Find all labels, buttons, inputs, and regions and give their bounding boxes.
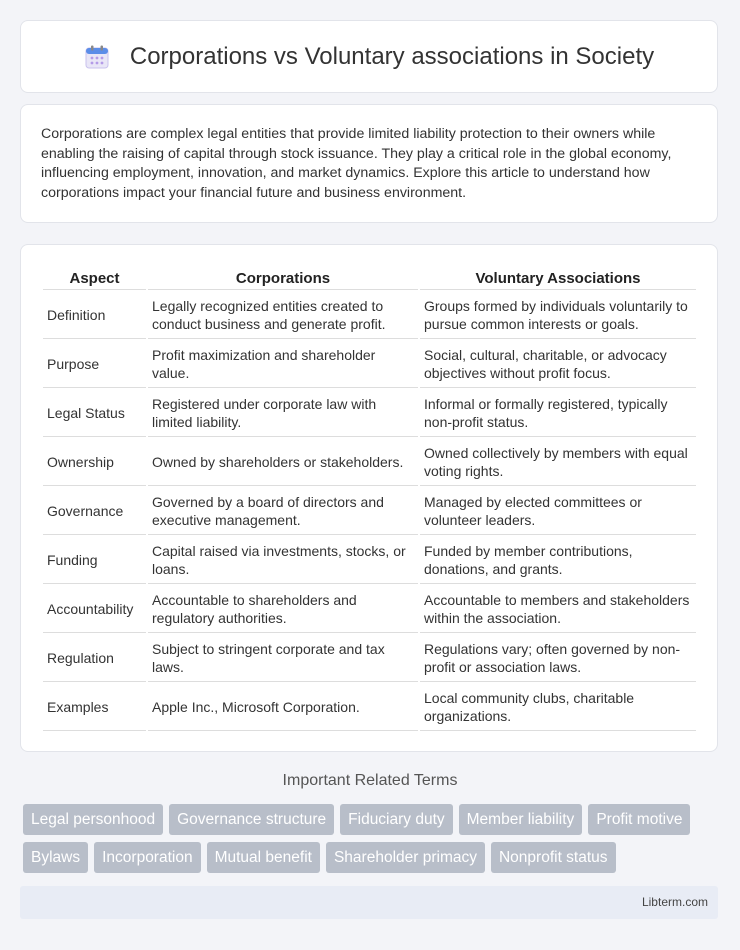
voluntary-cell: Managed by elected committees or volunteer leaders. (420, 488, 696, 535)
corporations-cell: Owned by shareholders or stakeholders. (148, 439, 418, 486)
aspect-cell: Regulation (43, 635, 146, 682)
table-row (43, 537, 696, 584)
footer (20, 886, 718, 919)
table-header-row (43, 267, 696, 290)
table-row (43, 292, 696, 339)
corporations-cell: Profit maximization and shareholder value. (148, 341, 418, 388)
header-corporations: Corporations (148, 267, 418, 290)
aspect-cell: Purpose (43, 341, 146, 388)
comparison-table-card (20, 244, 718, 752)
intro-text: Corporations are complex legal entities that provide limited liability protection to their owners while enabling the raising of capital through stock issuance. They play a critical role in the global economy, influencing employment, innovation, and market dynamics. Explore this article to understand how corporations impact your financial future and business environment. (41, 126, 672, 201)
related-terms (23, 804, 723, 880)
corporations-cell: Accountable to shareholders and regulatory authorities. (148, 586, 418, 633)
table-row (43, 439, 696, 486)
corporations-cell: Subject to stringent corporate and tax laws. (148, 635, 418, 682)
term-tag[interactable]: Bylaws (23, 842, 88, 873)
corporations-cell: Legally recognized entities created to conduct business and generate profit. (148, 292, 418, 339)
term-tag[interactable]: Fiduciary duty (340, 804, 452, 835)
table-row (43, 341, 696, 388)
aspect-cell: Definition (43, 292, 146, 339)
aspect-cell: Funding (43, 537, 146, 584)
voluntary-cell: Groups formed by individuals voluntarily to pursue common interests or goals. (420, 292, 696, 339)
header-aspect: Aspect (43, 267, 146, 290)
voluntary-cell: Local community clubs, charitable organizations. (420, 684, 696, 731)
term-tag[interactable]: Mutual benefit (207, 842, 320, 873)
header-voluntary: Voluntary Associations (420, 267, 696, 290)
term-tag[interactable]: Shareholder primacy (326, 842, 485, 873)
corporations-cell: Registered under corporate law with limited liability. (148, 390, 418, 437)
table-row (43, 635, 696, 682)
terms-row (23, 804, 723, 835)
voluntary-cell: Informal or formally registered, typically non-profit status. (420, 390, 696, 437)
term-tag[interactable]: Profit motive (588, 804, 690, 835)
table-row (43, 586, 696, 633)
voluntary-cell: Funded by member contributions, donations, and grants. (420, 537, 696, 584)
aspect-cell: Accountability (43, 586, 146, 633)
aspect-cell: Examples (43, 684, 146, 731)
aspect-cell: Ownership (43, 439, 146, 486)
footer-site-link[interactable]: Libterm.com (641, 895, 708, 909)
aspect-cell: Governance (43, 488, 146, 535)
comparison-table (41, 265, 698, 733)
term-tag[interactable]: Incorporation (94, 842, 200, 873)
corporations-cell: Governed by a board of directors and executive management. (148, 488, 418, 535)
related-terms-title: Important Related Terms (282, 772, 458, 789)
table-row (43, 488, 696, 535)
voluntary-cell: Owned collectively by members with equal voting rights. (420, 439, 696, 486)
table-row (43, 684, 696, 731)
calendar-icon (84, 44, 110, 70)
voluntary-cell: Regulations vary; often governed by non-profit or association laws. (420, 635, 696, 682)
term-tag[interactable]: Governance structure (169, 804, 334, 835)
voluntary-cell: Accountable to members and stakeholders within the association. (420, 586, 696, 633)
corporations-cell: Capital raised via investments, stocks, or loans. (148, 537, 418, 584)
corporations-cell: Apple Inc., Microsoft Corporation. (148, 684, 418, 731)
table-row (43, 390, 696, 437)
intro-card (20, 104, 718, 223)
header-card (20, 20, 718, 93)
page-title: Corporations vs Voluntary associations in Society (129, 42, 655, 70)
aspect-cell: Legal Status (43, 390, 146, 437)
term-tag[interactable]: Nonprofit status (491, 842, 616, 873)
term-tag[interactable]: Member liability (459, 804, 583, 835)
terms-row (23, 842, 723, 873)
term-tag[interactable]: Legal personhood (23, 804, 163, 835)
voluntary-cell: Social, cultural, charitable, or advocacy objectives without profit focus. (420, 341, 696, 388)
